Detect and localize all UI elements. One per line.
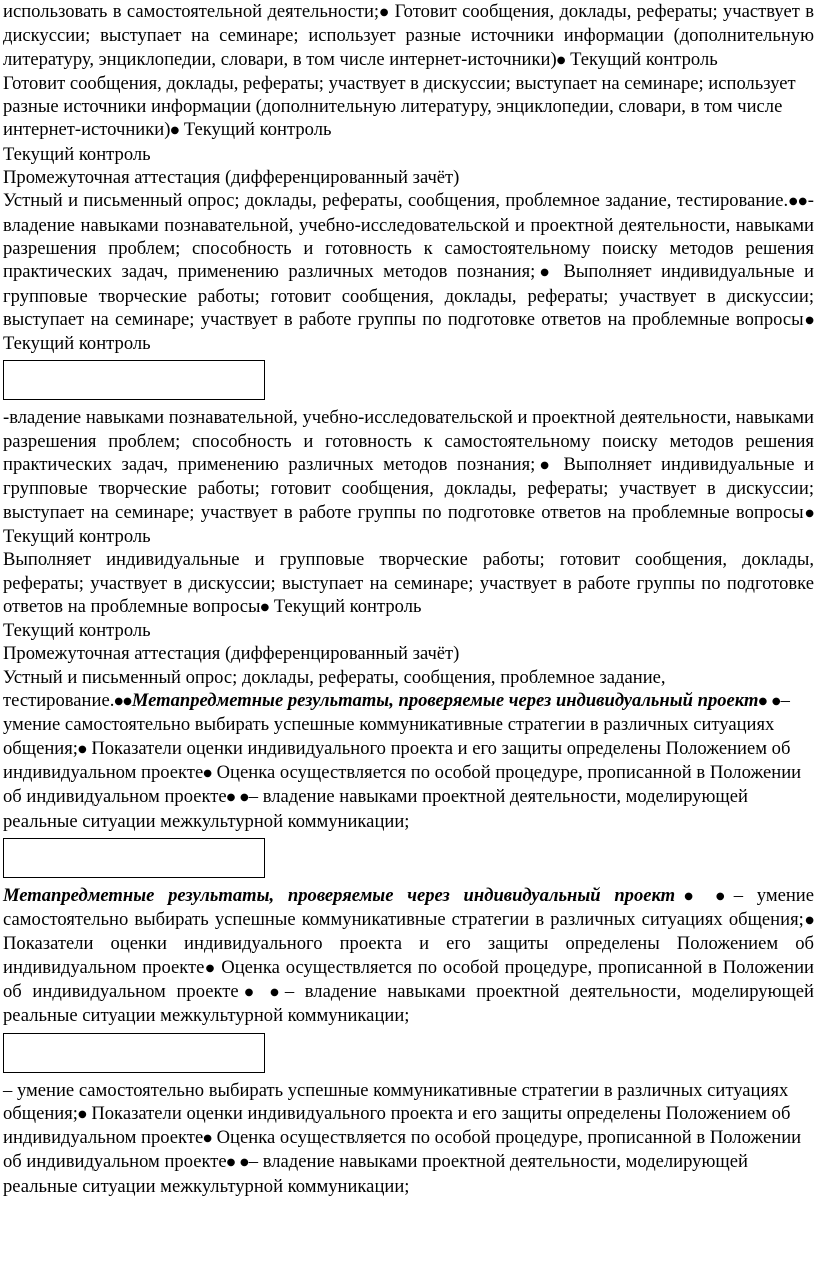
paragraph-7: Выполняет индивидуальные и групповые творческие работы; готовит сообщения, доклады, рефераты; участвует в дискуссии; выступает на семинаре; участвует в работе группы по подготовке ответов на проблемные вопросы● Текущий контроль [3, 549, 814, 617]
paragraph-4: Промежуточная аттестация (дифференцированный зачёт) [3, 167, 460, 189]
paragraph-1: использовать в самостоятельной деятельности;● Готовит сообщения, доклады, рефераты; участвует в дискуссии; выступает на семинаре; использует разные источники информации (дополнительную литературу, энциклопедии, словари, в том числе интернет-источники)● Текущий контроль [3, 1, 814, 70]
bullet-icon: ● [803, 507, 814, 519]
bullet-icon: ● [803, 314, 814, 326]
bullet-icon: ● [226, 792, 236, 804]
bullet-icon: ● [240, 792, 249, 804]
section-heading: Метапредметные результаты, проверяемые через индивидуальный проект [131, 690, 759, 712]
bullet-icon: ● [556, 54, 566, 66]
paragraph-2: Готовит сообщения, доклады, рефераты; участвует в дискуссии; выступает на семинаре; использует разные источники информации (дополнительную литературу, энциклопедии, словари, в том числе интернет-источники)● Текущий контроль [3, 72, 796, 141]
bullet-icon: ● [715, 890, 734, 902]
empty-cell-box [3, 838, 265, 878]
bullet-icon: ● [238, 986, 260, 998]
bullet-icon: ● [771, 696, 781, 708]
bullet-icon: ● [758, 696, 768, 708]
paragraph-12: – умение самостоятельно выбирать успешные коммуникативные стратегии в различных ситуациях общения;● Показатели оценки индивидуального проекта и его защиты определены Положением об индивидуальном проекте● Оценка осуществляется по особой процедуре, прописанной в Положении об индивидуальном проекте● ●– владение навыками проектной деятельности, моделирующей реальные ситуации межкультурной коммуникации; [3, 1079, 802, 1197]
paragraph-3: Текущий контроль [3, 143, 151, 165]
bullet-icon: ● [270, 986, 285, 998]
empty-cell-box [3, 1033, 265, 1073]
bullet-icon: ● [77, 1108, 87, 1120]
bullet-icon: ● [123, 696, 132, 708]
paragraph-10: Устный и письменный опрос; доклады, рефераты, сообщения, проблемное задание, тестирование.●●Метапредметные результаты, проверяемые через индивидуальный проект● ●– умение самостоятельно выбирать успешные коммуникативные стратегии в различных ситуациях общения;● Показатели оценки индивидуального проекта и его защиты определены Положением об индивидуальном проекте● Оценка осуществляется по особой процедуре, прописанной в Положении об индивидуальном проекте● ●– владение навыками проектной деятельности, моделирующей реальные ситуации межкультурной коммуникации; [3, 666, 802, 832]
bullet-icon: ● [226, 1157, 236, 1169]
bullet-icon: ● [240, 1157, 249, 1169]
empty-cell-box [3, 360, 265, 400]
bullet-icon: ● [77, 743, 87, 755]
bullet-icon: ● [203, 1133, 212, 1145]
paragraph-9: Промежуточная аттестация (дифференцированный зачёт) [3, 643, 460, 665]
bullet-icon: ● [798, 196, 808, 208]
bullet-icon: ● [675, 890, 703, 902]
section-heading: Метапредметные результаты, проверяемые через индивидуальный проект [3, 884, 676, 906]
bullet-icon: ● [535, 267, 554, 279]
bullet-icon: ● [114, 696, 124, 708]
bullet-icon: ● [803, 915, 814, 927]
bullet-icon: ● [788, 196, 799, 208]
bullet-icon: ● [170, 125, 180, 137]
bullet-icon: ● [379, 7, 390, 18]
paragraph-8: Текущий контроль [3, 620, 151, 642]
bullet-icon: ● [260, 601, 270, 613]
paragraph-6: -владение навыками познавательной, учебно-исследовательской и проектной деятельности, навыками разрешения проблем; способность и готовность к самостоятельному поиску методов решения практических задач, применению различных методов познания;● Выполняет индивидуальные и групповые творческие работы; готовит сообщения, доклады, рефераты; участвует в дискуссии; выступает на семинаре; участвует в работе группы по подготовке ответов на проблемные вопросы● Текущий контроль [3, 407, 814, 547]
bullet-icon: ● [203, 767, 212, 779]
bullet-icon: ● [535, 460, 554, 472]
bullet-icon: ● [204, 962, 216, 974]
paragraph-5: Устный и письменный опрос; доклады, рефераты, сообщения, проблемное задание, тестирование.●●-владение навыками познавательной, учебно-исследовательской и проектной деятельности, навыками разрешения проблем; способность и готовность к самостоятельному поиску методов решения практических задач, применению различных методов познания;● Выполняет индивидуальные и групповые творческие работы; готовит сообщения, доклады, рефераты; участвует в дискуссии; выступает на семинаре; участвует в работе группы по подготовке ответов на проблемные вопросы● Текущий контроль [3, 190, 814, 355]
paragraph-11: Метапредметные результаты, проверяемые через индивидуальный проект● ●– умение самостоятельно выбирать успешные коммуникативные стратегии в различных ситуациях общения;● Показатели оценки индивидуального проекта и его защиты определены Положением об индивидуальном проекте● Оценка осуществляется по особой процедуре, прописанной в Положении об индивидуальном проекте● ●– владение навыками проектной деятельности, моделирующей реальные ситуации межкультурной коммуникации; [3, 884, 815, 1027]
